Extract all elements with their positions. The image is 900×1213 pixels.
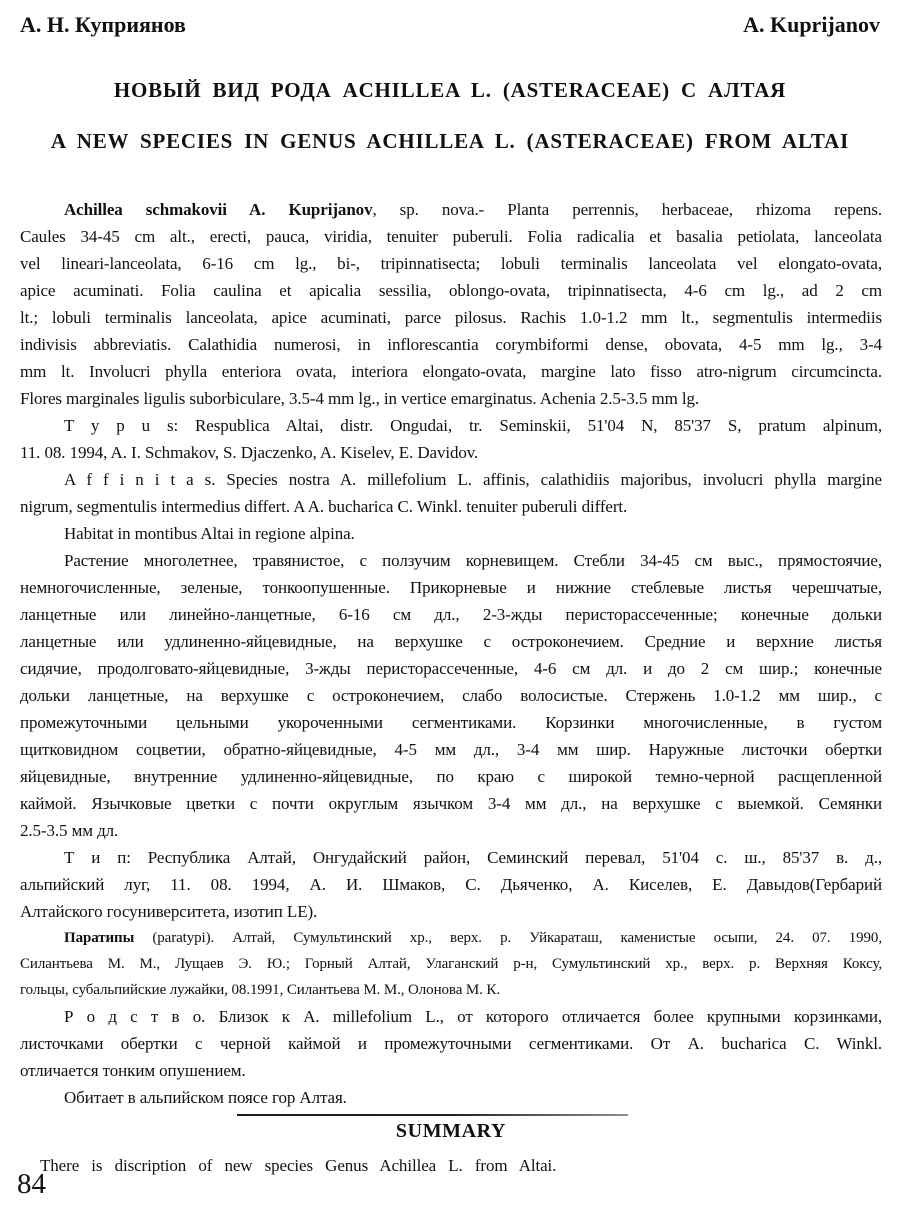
article-body	[0, 196, 900, 1179]
author-translit: A. Kuprijanov	[743, 12, 880, 37]
title-ru: НОВЫЙ ВИД РОДА ACHILLEA L. (ASTERACEAE) С АЛТАЯ	[113, 78, 787, 102]
author-ru: А. Н. Куприянов	[20, 12, 186, 37]
habitat-line-russian: Обитает в альпийском поясе гор Алтая.	[64, 1088, 347, 1107]
affinity-paragraph-russian: Р о д с т в о. Близок к A. millefolium L., от которого отличается более крупными корзинками, листочками обертки с черной каймой и промежуточными сегментиками. От A. bucharica C. Winkl. отличается тонким опушением.	[20, 1007, 882, 1080]
paratypes-lead-rest: (paratypi). Алтай, Сумультинский хр., верх. р. Уйкараташ, каменистые осыпи, 24. 07. 1990,	[134, 930, 882, 946]
summary-divider-line	[237, 1114, 628, 1116]
paratypes-lead-bold: Паратипы	[64, 930, 135, 946]
habitat-line-latin: Habitat in montibus Altai in regione alpina.	[64, 524, 355, 543]
page-header	[0, 0, 900, 38]
paratypes-paragraph: Паратипы (paratypi). Алтай, Сумультинский хр., верх. р. Уйкараташ, каменистые осыпи, 24. 07. 1990, Силантьева М. М., Лущаев Э. Ю.; Горный Алтай, Улаганский р-н, Сумультинский хр., верх. р. Верхняя Коксу, гольцы, субальпийские лужайки, 08.1991, Силантьева М. М., Олонова М. К.	[20, 925, 882, 1003]
title-en: A NEW SPECIES IN GENUS ACHILLEA L. (ASTERACEAE) FROM ALTAI	[50, 129, 850, 153]
summary-heading: SUMMARY	[395, 1120, 507, 1142]
affinitas-paragraph: A f f i n i t a s. Species nostra A. millefolium L. affinis, calathidiis majoribus, involucri phylla margine nigrum, segmentulis intermedius differt. A A. bucharica C. Winkl. tenuiter puberuli differt.	[20, 470, 882, 516]
summary-text: There is discription of new species Genus Achillea L. from Altai.	[40, 1156, 557, 1175]
paratypes-first-line	[20, 925, 882, 951]
page-number: 84	[17, 1168, 46, 1200]
typus-paragraph-russian: Т и п: Республика Алтай, Онгудайский район, Семинский перевал, 51'04 с. ш., 85'37 в. д., альпийский луг, 11. 08. 1994, А. И. Шмаков, С. Дьяченко, А. Киселев, Е. Давыдов(Гербарий Алтайского госуниверситета, изотип LE).	[20, 848, 882, 921]
russian-description-paragraph: Растение многолетнее, травянистое, с ползучим корневищем. Стебли 34-45 см выс., прямостоячие, немногочисленные, зеленые, тонкоопушенные. Прикорневые и нижние стеблевые листья черешчатые, ланцетные или линейно-ланцетные, 6-16 см дл., 2-3-жды перисторассеченные; конечные дольки ланцетные или удлиненно-яйцевидные, на верхушке с остроконечием. Средние и верхние листья сидячие, продолговато-яйцевидные, 3-жды перисторассеченные, 4-6 см дл. и до 2 см шир.; конечные дольки ланцетные, на верхушке с остроконечием, слабо волосистые. Стержень 1.0-1.2 мм шир., с промежуточными цельными укороченными сегментиками. Корзинки многочисленные, в густом щитковидном соцветии, обратно-яйцевидные, 4-5 мм дл., 3-4 мм шир. Наружные листочки обертки яйцевидные, внутренние удлиненно-яйцевидные, по краю с широкой темно-черной расщепленной каймой. Язычковые цветки с почти округлым язычком 3-4 мм дл., на верхушке с выемкой. Семянки 2.5-3.5 мм дл.	[20, 551, 882, 840]
latin-diagnosis-lead-rest: , sp. nova.- Planta perrennis, herbaceae, rhizoma repens.	[372, 200, 882, 219]
latin-diagnosis-paragraph: Achillea schmakovii A. Kuprijanov, sp. nova.- Planta perrennis, herbaceae, rhizoma repens. Caules 34-45 cm alt., erecti, pauca, viridia, tenuiter puberuli. Folia radicalia et basalia petiolata, lanceolata vel lineari-lanceolata, 6-16 cm lg., bi-, tripinnatisecta; lobuli terminalis lanceolata vel elongato-ovata, apice acuminati. Folia caulina et apicalia sessilia, oblongo-ovata, tripinnatisecta, 4-6 cm lg., ad 2 cm lt.; lobuli terminalis lanceolata, apice acuminati, parce pilosus. Rachis 1.0-1.2 mm lt., segmentulis intermediis indivisis abbreviatis. Calathidia numerosi, in inflorescantia corymbiformi dense, obovata, 4-5 mm lg., 3-4 mm lt. Involucri phylla enteriora ovata, interiora elongato-ovata, margine lato fisso atro-nigrum circumcincta. Flores marginales ligulis suborbiculare, 3.5-4 mm lg., in vertice emarginatus. Achenia 2.5-3.5 mm lg.	[20, 196, 882, 412]
typus-paragraph-latin: T y p u s: Respublica Altai, distr. Ongudai, tr. Seminskii, 51'04 N, 85'37 S, pratum alpinum, 11. 08. 1994, A. I. Schmakov, S. Djaczenko, A. Kiselev, E. Davidov.	[20, 416, 882, 462]
latin-diagnosis-first-line	[20, 196, 882, 223]
species-name-bold: Achillea schmakovii A. Kuprijanov	[64, 200, 373, 219]
